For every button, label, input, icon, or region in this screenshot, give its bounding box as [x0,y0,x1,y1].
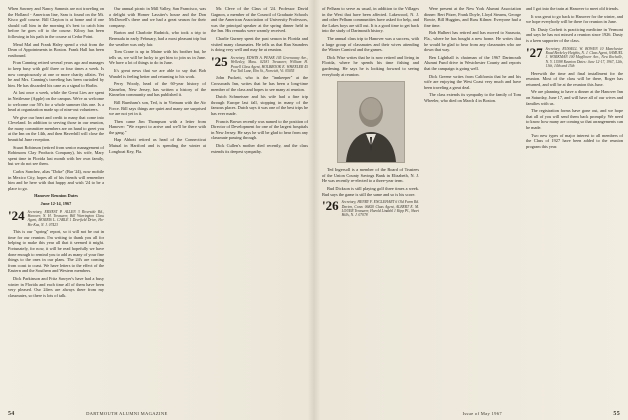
paragraph: It's great news that we are able to say that Bob Wandel is feeling better and returning to his work. [109,67,206,79]
paragraph: Ted Ingersoll is a member of the Board of Trustees of the Union County Savings Bank in Elizabeth, N. J. He was recently re-elected to a three-year term. [322,167,419,184]
portrait-image [338,82,404,162]
paragraph: Our annual picnic in Mill Valley, San Francisco, was a delight with Homer Lassiter's house and the Don McDowell's there and we had a great season for their company. [109,6,206,28]
class-year: '25 [211,53,228,69]
paragraph: Bob Hulbert has retired and has moved to Sarasota, Fla., where he has bought a new home. He writes that he would be glad to hear from any classmates who are down that way. [424,30,521,53]
portrait-photo [337,81,405,163]
left-column-2 [109,6,206,398]
right-column-2 [424,6,521,398]
paragraph: Two new types of major interest to all members of the Class of 1927 have been added to the reunion program this year. [526,132,623,149]
right-page [315,0,628,420]
page-number: 54 [8,411,15,417]
paragraph: Fran Canning retired several years ago and manages to keep busy with golf three or four times a week. Is now conspicuously at one or more charity affairs. Yet he and Mrs. Canning's traveling has been curtailed by him. He has discarded his cane as a signal to Harlin. [8,60,104,88]
paragraph: John Puckett, who is the "innkeeper" at the Crossroads Inn, writes that he has been a long-time member of the class and hopes to see many at reunion. [211,75,308,92]
paragraph: Barton and Charlotte Rudnick, who took a trip to Bermuda in early February, had a most pleasant trip but the weather was only fair. [109,30,206,47]
paragraph: Then came Jim Thompson with a letter from Hanover: "We expect to arrive and we'll be there with the gang." [109,118,206,135]
class-header-26 [322,200,419,218]
right-footer [463,411,620,417]
paragraph: Carlos Sanchez, alias "Doke" (Bar '24), now mobile in Mexico City, hopes all of his friends will remember him and be here with that happy and wish '24 to be a place to go. [8,169,104,191]
reunion-dates: June 12-14, 1967 [40,201,72,206]
paragraph: Charlie Gurney spent the past season in Florida and visited many classmates. He tells us that Ran Saunders is doing very well and may be at reunion. [211,35,308,53]
left-footer [8,411,168,417]
paragraph: Dr. Dusty Corbett is practicing medicine in Vermont and says he has not missed a reunion since 1926. Dusty is a keen supporter of the class. [526,26,623,43]
right-column-1 [322,6,419,398]
paragraph: Dick Cullen's mother died recently, and the class extends its deepest sympathy. [211,142,308,154]
paragraph: At last once a week, while the Great Lies are spent in Nettlesme (Apple) on the campus. We're as welcome to welcome our 50's for a whole summer this one. Is a head at organization made up of nine-out volunteers. [8,90,104,113]
paragraph: Mr. Cleve of the Class of '24. Professor David Gagnon, a member of the Council of Graduate Schools and the American Association of University Professors, was the principal speaker at the spring dinner held in the Inn. His remarks were warmly received. [211,6,308,34]
class-secretary: Secretary, RUSSELL W. BOWEN 10 Manchester Road Berkeley Heights, N. J. Class Agent, SAMUEL J. WORKMAN 100 Mayflower Ave., New Rochelle, N. Y. 11598 Reunion Dates: June 12-17, 1967, 12th, 13th, 14th and 15th [545,46,623,69]
paragraph: The class extends its sympathy to the family of Tom Wheeler, who died on March 4 in Boston. [424,92,521,103]
left-column-3 [211,6,308,398]
page-number: 55 [613,411,620,417]
paragraph: Bill Burnham's son, Ted, is in Vietnam with the Air Force. Bill says things are quiet and many are surprised we are not yet in it. [109,99,206,117]
class-header-24 [8,207,104,228]
paragraph: When Sawney and Nancy Sammis are not traveling on the Holland - American line, Sam is found on the Mt. Kisco golf course. Bill Clayton is at home and if one should call him in the morning it's best to catch him before he goes off to the course. Kilroy has been following in his path in the course at Cedar Point. [8,6,104,39]
class-secretary: Secretary, EDWIN A. PEASE 105 Greenaway Ave., Wellesley, Mass. 02181 Treasurer, William H. Powell Class Agent, HOLBROOK E. WHEELER 45 Fox Tail Lane, Elm St., Norwich, Vt. 05055 [230,55,308,73]
paragraph: of Pelham to serve as usual, in addition to the Villages in the West that have been affected. Lakewood, N. J. and other Pelham communities have asked for help, and the Lakes boys are still out. It is a good time to get back into the study of Dartmouth history. [322,6,419,34]
paragraph: Hap Abbott retired as head of the Connecticut Mutual in Hartford and is spending the winter at Longboat Key, Fla. [109,137,206,154]
paragraph: Perry Woody, head of the 60-year history of Kinnelon, New Jersey, has written a history of the Kinnelon community and has published it. [109,81,206,98]
paragraph: Francis Brown recently was named to the position of Director of Development for one of the largest hospitals in New Jersey. He says he will be glad to hear from any classmate passing through. [211,118,308,141]
class-header-27 [526,44,623,69]
left-page [0,0,313,420]
class-header-25 [211,53,308,74]
paragraph: Dutch Schmeisser and his wife had a fine trip through Europe last fall, stopping in many of the famous places. Dutch says it was one of the best trips he has ever made. [211,94,308,116]
paragraph: Dick Parkinson and Fritz Sawyer's have had a busy winter in Florida and each time all of them have been very pleased. Our 24ers are always there from my classmates, so there is lots of talk. [8,275,104,298]
paragraph: Dick Greene writes from California that he and his wife are enjoying the West Coast very much and have been traveling a great deal. [424,73,521,90]
magazine-title: DARTMOUTH ALUMNI MAGAZINE [86,411,168,416]
paragraph: Mead Mal and Frank Haley spend a visit from the Dean of Appointments in Boston. Frank Hall has been eastbound. [8,41,104,58]
paragraph: The annual class trip to Hanover was a success, with a large group of classmates and their wives attending the Winter Carnival and the games. [322,35,419,53]
issue-label: Issue of May 1967 [462,411,502,416]
class-secretary: Secretary, ERNEST P. ALLEN 3 Riverside Rd., Hanover, N. H. Treasurer, Bill Warrington Class Agent, MORRIS L. CARLE 1 Deerfield Drive, Ho-Ho-Kus, N. J. 07423 [27,209,104,227]
paragraph: The registration forms have gone out, and we hope that all of you will send them back promptly. We need to know how many are coming so that arrangements can be made. [526,108,623,130]
paragraph: Stuart Robinson (retired from senior management of Robinsons Clay Products Company), his wife, Mary spent time in Florida last month with her own family, but we do not see them. [8,144,104,167]
left-column-1 [8,6,104,398]
paragraph: Herewith the time and final installment for the reunion. Most of the class will be there, Roger has returned, and will be at the reunion this June. [526,70,623,87]
right-column-3 [526,6,623,398]
class-year: '26 [322,198,339,214]
paragraph: and I got into the train at Hanover to meet old friends. [526,6,619,11]
paragraph: Tom Crane is up in Maine with his brother but, he tells us, we will be lucky to get him to join us in June. We have a lot of things to do in June. [109,49,206,66]
class-year: '24 [8,207,25,223]
paragraph: Ben Lighthall is chairman of the 1967 Dartmouth Alumni Fund drive in Westchester County and reports that the campaign is going well. [424,54,521,71]
paragraph: Bud Dickson is still playing golf three times a week. Bud says the game is still the same and so is his score. [322,185,419,197]
paragraph: We are planning to have a dinner at the Hanover Inn on Saturday, June 17, and will have all of our wives and families with us. [526,89,623,106]
paragraph: It was great to go back to Hanover for the winter, and we hope everybody will be there for reunion in June. [526,13,623,25]
class-year: '27 [526,44,543,60]
paragraph: Dick Wise writes that he is now retired and living in Florida, where he spends his time fishing and gardening. He says he is looking forward to seeing everybody at reunion. [322,54,419,77]
reunion-heading: Hanover Reunion Dates [34,193,78,199]
class-secretary: Secretary, HENRY F. ENGLEHART 6 Old Farm Rd. Darien, Conn. 06820 Class Agent, ALBERT E. M. LOUER Treasurer, Harold Lindahl 1 Kipp Pl., Short Hills, N. J. 07078 [341,200,419,218]
paragraph: We give our heart and credit to many that come into Cleveland. In addition to serving those in our reunion, the many committee members are on hand to greet you at the Inn on the 14th, and then Haverhill will close the beautiful June reception. [8,114,104,143]
paragraph: Were present at the New York Alumni Association dinner: Bert Pitzer, Frank Doyle, Lloyd Stearns, George Bowie, Bill Huggins, and Russ Kilmer. Everyone had a fine time. [424,6,521,28]
paragraph: This is our "spring" report, so it will not be out in time for our reunion. I'm writing to thank you all for helping to make this year all that it seemed it might. Fortunately, for now, it will be read hopefully we have done enough to remind you to add as many of your fine things to the ones in our plans. The 24's are coming from coast to coast. We have letters to the effect of the Eastern and the Southern and Western members. [8,229,104,274]
